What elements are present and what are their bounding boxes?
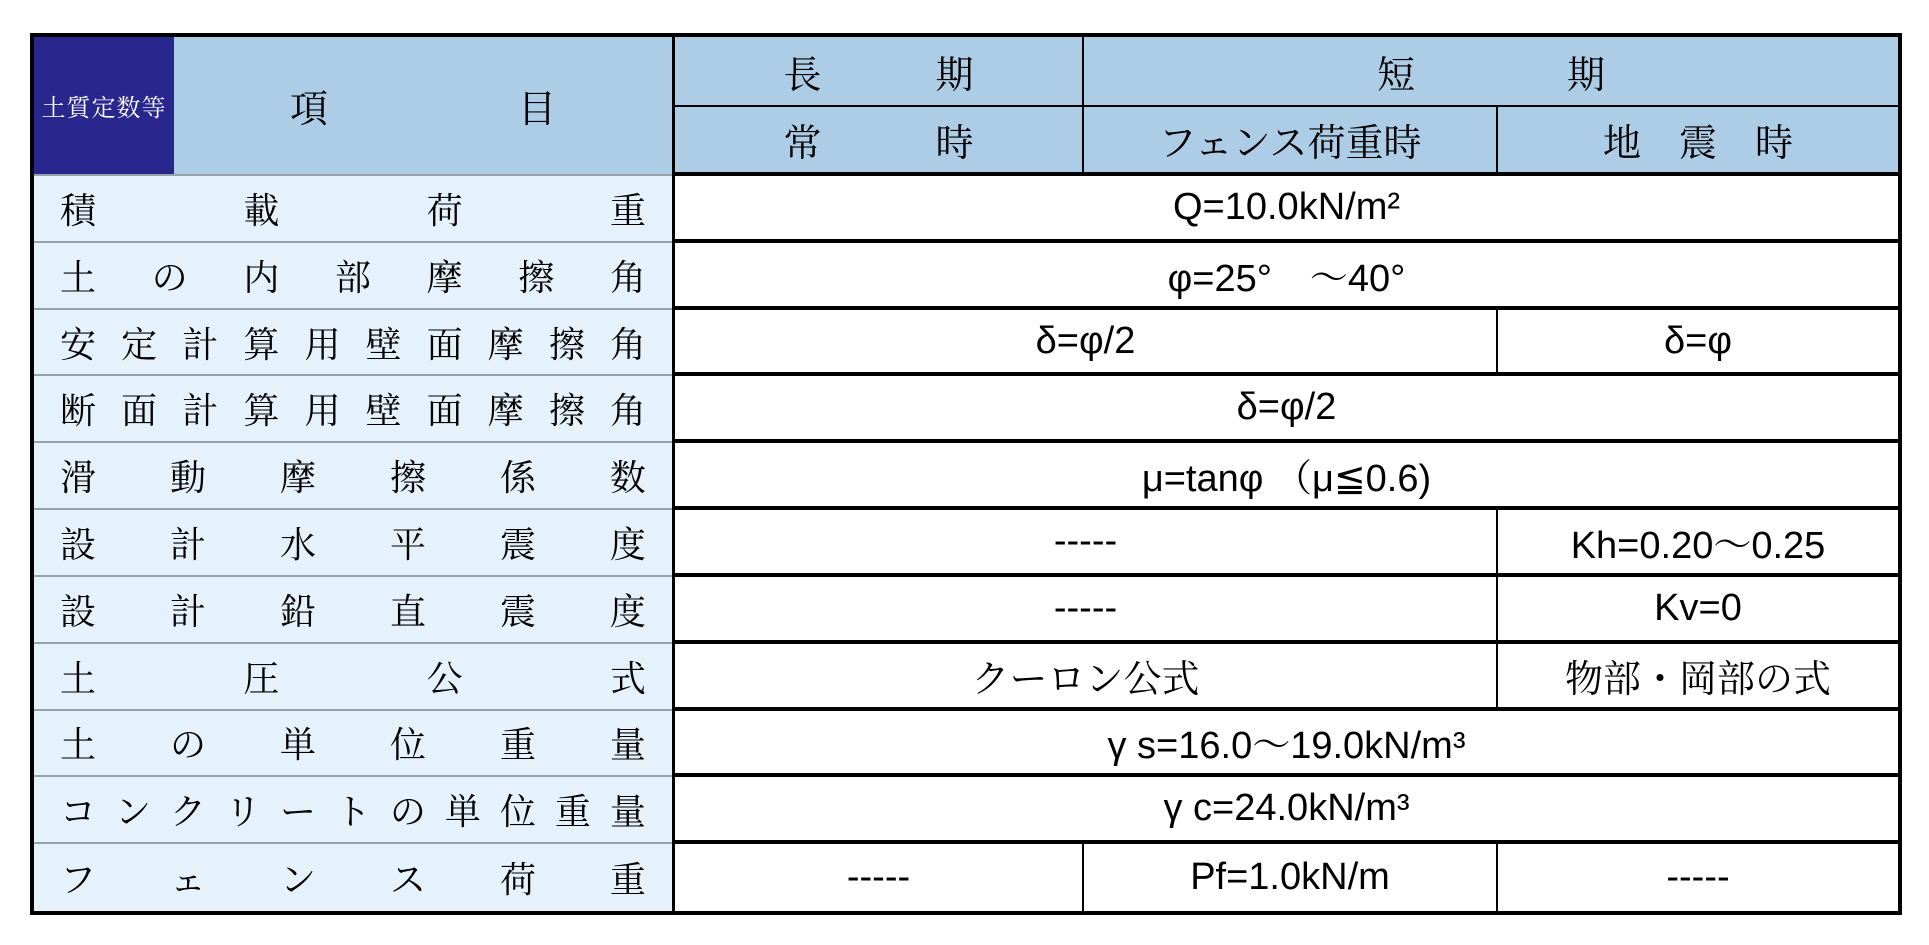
label-concrete-unit-weight: コ ン ク リ ー ト の 単 位 重 量 [34,777,672,844]
label-live-load: 積 載 荷 重 [34,176,672,243]
value-live-load: Q=10.0kN/m² [672,176,1898,243]
value-fence-load-quake: ----- [1496,844,1898,911]
label-wall-friction-section: 断 面 計 算 用 壁 面 摩 擦 角 [34,376,672,443]
value-horizontal-seismic-quake: Kh=0.20～0.25 [1496,510,1898,577]
value-fence-load-normal: ----- [672,844,1082,911]
soil-constants-table [30,33,1902,915]
value-vertical-seismic-none: ----- [672,577,1496,644]
value-fence-load-fence: Pf=1.0kN/m [1082,844,1496,911]
value-vertical-seismic-quake: Kv=0 [1496,577,1898,644]
value-wall-friction-section: δ=φ/2 [672,376,1898,443]
header-item: 項 目 [174,37,672,176]
corner-label-soil-constants: 土質定数等 [34,37,174,176]
header-earthquake-time: 地 震 時 [1496,107,1898,176]
label-wall-friction-stability: 安 定 計 算 用 壁 面 摩 擦 角 [34,310,672,377]
value-concrete-unit-weight: γ c=24.0kN/m³ [672,777,1898,844]
value-wall-friction-stability-quake: δ=φ [1496,310,1898,377]
label-earth-pressure-formula: 土 圧 公 式 [34,644,672,711]
value-wall-friction-stability-long: δ=φ/2 [672,310,1496,377]
value-horizontal-seismic-none: ----- [672,510,1496,577]
value-earth-pressure-coulomb: クーロン公式 [672,644,1496,711]
value-sliding-friction-coefficient: μ=tanφ （μ≦0.6) [672,443,1898,510]
header-long-term: 長 期 [672,37,1082,107]
label-fence-load: フ ェ ン ス 荷 重 [34,844,672,911]
label-vertical-seismic-coefficient: 設 計 鉛 直 震 度 [34,577,672,644]
value-soil-unit-weight: γ s=16.0～19.0kN/m³ [672,711,1898,778]
value-internal-friction-angle: φ=25° ～40° [672,243,1898,310]
label-horizontal-seismic-coefficient: 設 計 水 平 震 度 [34,510,672,577]
label-soil-unit-weight: 土 の 単 位 重 量 [34,711,672,778]
label-sliding-friction-coefficient: 滑 動 摩 擦 係 数 [34,443,672,510]
header-fence-load-time: フェンス荷重時 [1082,107,1496,176]
header-normal-time: 常 時 [672,107,1082,176]
label-internal-friction-angle: 土 の 内 部 摩 擦 角 [34,243,672,310]
value-earth-pressure-mononobe-okabe: 物部・岡部の式 [1496,644,1898,711]
header-short-term: 短 期 [1082,37,1898,107]
